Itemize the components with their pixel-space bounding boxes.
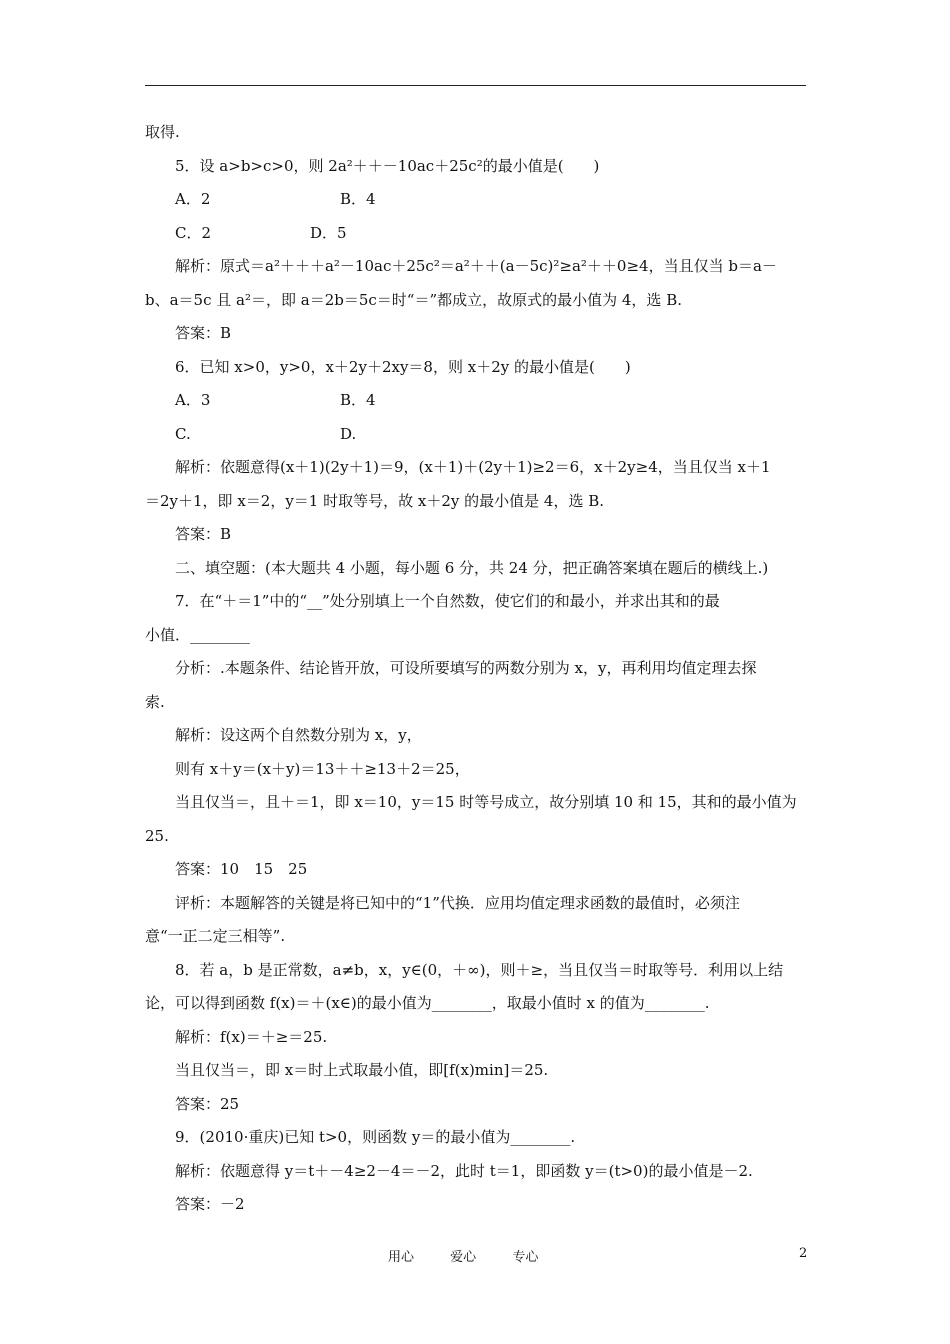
question-9: 9．(2010·重庆)已知 t>0，则函数 y＝的最小值为________. — [175, 1128, 576, 1146]
page-body — [145, 116, 807, 1222]
comment-line: 意“一正二定三相等”. — [145, 927, 286, 945]
options-row — [145, 418, 807, 452]
analysis-line: 索. — [145, 692, 165, 711]
footer-motto — [388, 1246, 570, 1265]
solution-line: 解析：f(x)＝＋≥＝25. — [175, 1027, 328, 1046]
option-c: C．2 — [175, 223, 212, 242]
option-b: B．4 — [340, 190, 376, 208]
analysis-line: 分析：.本题条件、结论皆开放，可设所要填写的两数分别为 x，y，再利用均值定理去探 — [175, 659, 757, 677]
question-line: 小值．________ — [145, 625, 251, 644]
answer-line: 答案：－2 — [175, 1195, 245, 1213]
footer-word: 专心 — [512, 1250, 539, 1265]
question-line: 论，可以得到函数 f(x)＝＋(x∈)的最小值为________，取最小值时 x 的值为________. — [145, 994, 710, 1012]
solution-line: b、a＝5c 且 a²＝，即 a＝2b＝5c＝时“＝”都成立，故原式的最小值为 4，选 B. — [145, 290, 682, 309]
option-d: D．5 — [310, 223, 347, 242]
option-d: D. — [340, 424, 357, 443]
answer-line: 答案：B — [175, 525, 232, 543]
solution-line: 当且仅当＝，即 x＝时上式取最小值，即[f(x)min]＝25. — [175, 1061, 549, 1079]
solution-line: ＝2y＋1，即 x＝2，y＝1 时取等号，故 x＋2y 的最小值是 4，选 B. — [145, 491, 605, 510]
section-heading: 二、填空题：(本大题共 4 小题，每小题 6 分，共 24 分，把正确答案填在题后的横线上.) — [175, 558, 769, 577]
solution-line: 则有 x＋y＝(x＋y)＝13＋＋≥13＋2＝25， — [175, 759, 470, 778]
options-row — [145, 183, 807, 217]
solution-line: 解析：依题意得(x＋1)(2y＋1)＝9，(x＋1)＋(2y＋1)≥2＝6，x＋2y≥4，当且仅当 x＋1 — [175, 458, 771, 476]
solution-line: 解析：设这两个自然数分别为 x，y， — [175, 726, 422, 744]
options-row — [145, 384, 807, 418]
solution-line: 当且仅当＝，且＋＝1，即 x＝10，y＝15 时等号成立，故分别填 10 和 15，其和的最小值为 — [175, 793, 797, 811]
answer-line: 答案：B — [175, 324, 232, 342]
footer-word: 用心 — [388, 1250, 415, 1265]
footer-word: 爱心 — [450, 1250, 477, 1265]
options-row — [145, 217, 807, 251]
option-b: B．4 — [340, 391, 376, 409]
question-5: 5．设 a>b>c>0，则 2a²＋＋－10ac＋25c²的最小值是( ) — [175, 156, 600, 175]
question-7: 7．在“＋＝1”中的“__”处分别填上一个自然数，使它们的和最小，并求出其和的最 — [175, 592, 720, 610]
header-rule — [145, 85, 806, 86]
text-line: 取得. — [145, 123, 180, 141]
comment-line: 评析：本题解答的关键是将已知中的“1”代换．应用均值定理求函数的最值时，必须注 — [175, 893, 740, 912]
answer-line: 答案：10 15 25 — [175, 860, 308, 878]
solution-line: 25. — [145, 826, 169, 845]
option-a: A．2 — [175, 190, 211, 208]
question-6: 6．已知 x>0，y>0，x＋2y＋2xy＝8，则 x＋2y 的最小值是( ) — [175, 357, 631, 376]
question-8: 8．若 a，b 是正常数，a≠b，x，y∈(0，＋∞)，则＋≥，当且仅当＝时取等号．利用以上结 — [175, 960, 784, 979]
solution-line: 解析：依题意得 y＝t＋－4≥2－4＝－2，此时 t＝1，即函数 y＝(t>0)的最小值是－2. — [175, 1161, 753, 1180]
solution-line: 解析：原式＝a²＋＋＋a²－10ac＋25c²＝a²＋＋(a－5c)²≥a²＋＋0≥4，当且仅当 b＝a－ — [175, 257, 777, 275]
answer-line: 答案：25 — [175, 1094, 240, 1113]
option-a: A．3 — [175, 391, 211, 409]
option-c: C. — [175, 424, 191, 443]
page-number: 2 — [799, 1246, 808, 1261]
